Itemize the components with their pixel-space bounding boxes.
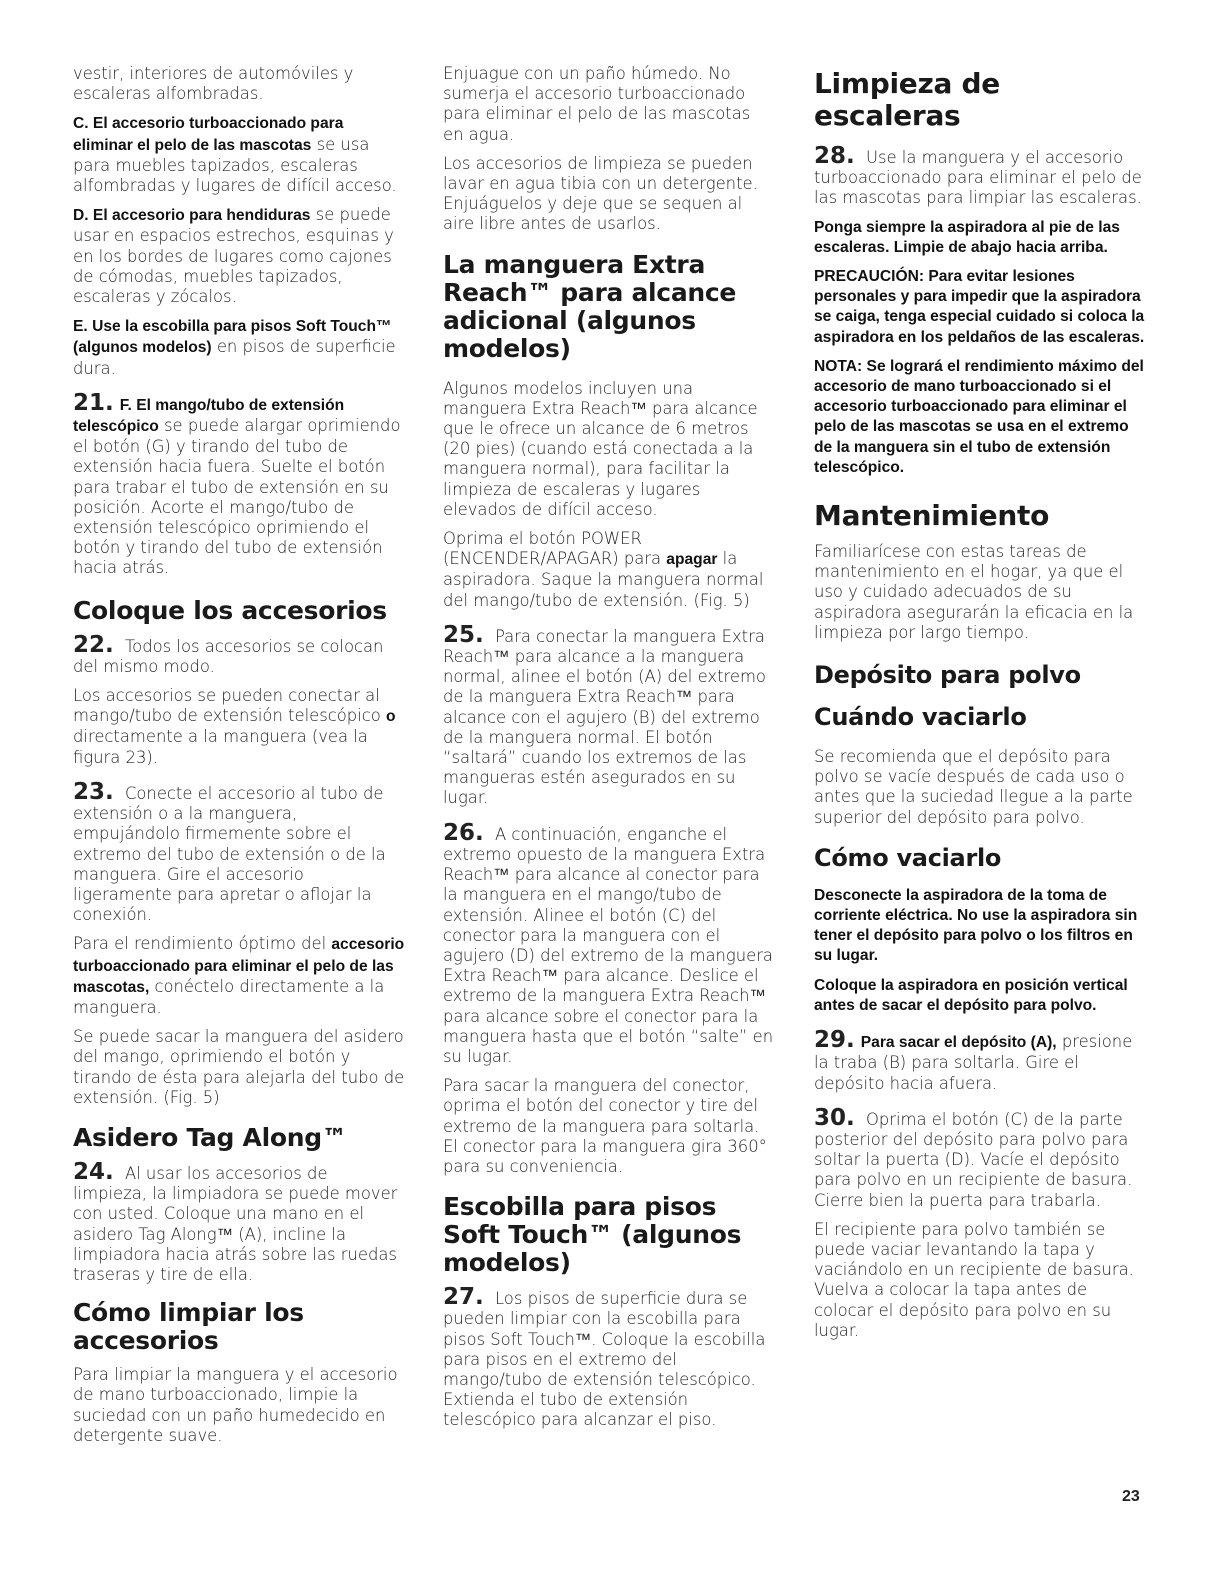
item-d-text: se puede usar en espacios estrechos, esquinas y en los bordes de lugares como cajones de cómodas, muebles tapizados, escaleras y zócalos. — [73, 205, 394, 307]
paragraph-power — [443, 529, 775, 611]
acc-text-a: Los accesorios se pueden conectar al mango/tubo de extensión telescópico — [73, 686, 386, 726]
step-28 — [814, 143, 1146, 209]
paragraph-modelos: Algunos modelos incluyen una manguera Extra Reach™ para alcance que le ofrece un alcance de 6 metros (20 pies) (cuando está conectada a la manguera normal), para facilitar la limpieza de escaleras y lugares elevados de difícil acceso. — [443, 378, 758, 519]
rend-text-a: Para el rendimiento óptimo del — [73, 934, 332, 954]
heading-como-vaciarlo: Cómo vaciarlo — [814, 843, 1002, 872]
step-27-number: 27. — [443, 1284, 484, 1311]
step-23-number: 23. — [73, 778, 114, 805]
step-21-text: se puede alargar oprimiendo el botón (G) y tirando del tubo de extensión hacia fuera. Suelte el botón para trabar el tubo de extensión en su posición. Acorte el mango/tubo de extensión telescópico oprimiendo el botón y tirando del tubo de extensión hacia atrás. — [73, 416, 401, 578]
column-3 — [814, 64, 1146, 1350]
heading-manguera-extra-reach: La manguera Extra Reach™ para alcance adicional (algunos modelos) — [443, 249, 737, 363]
power-bold: apagar — [666, 551, 718, 569]
paragraph-limpiar: Para limpiar la manguera y el accesorio de mano turboaccionado, limpie la suciedad con un paño humedecido en detergente suave. — [73, 1365, 398, 1445]
step-21 — [73, 389, 405, 579]
paragraph-recomienda: Se recomienda que el depósito para polvo se vacíe después de cada uso o antes que la suciedad llegue a la parte superior del depósito para polvo. — [814, 747, 1133, 827]
step-28-text: Use la manguera y el accesorio turboaccionado para eliminar el pelo de las mascotas para limpiar las escaleras. — [814, 148, 1142, 208]
step-24-number: 24. — [73, 1158, 114, 1185]
paragraph-recipiente: El recipiente para polvo también se puede vaciar levantando la tapa y vaciándolo en un recipiente de basura. Vuelva a colocar la tapa antes de colocar el depósito para polvo en su lugar. — [814, 1219, 1134, 1340]
step-25-number: 25. — [443, 621, 484, 648]
item-d-title: D. El accesorio para hendiduras — [73, 207, 311, 225]
rend-text-b: conéctelo directamente a la manguera. — [73, 976, 385, 1017]
paragraph-nota: NOTA: Se logrará el rendimiento máximo del accesorio de mano turboaccionado si el accesorio turboaccionado para eliminar el pelo de las mascotas se usa en el extremo de la manguera sin el tubo de extensión telescópico. — [814, 357, 1144, 476]
item-c-text: se usa para muebles tapizados, escaleras alfombradas y lugares de difícil acceso. — [73, 134, 397, 196]
heading-escobilla: Escobilla para pisos Soft Touch™ (algunos modelos) — [443, 1192, 742, 1278]
step-30-text: Oprima el botón (C) de la parte posterior del depósito para polvo para soltar la puerta (D). Vacíe el depósito para polvo en un recipiente de basura. Cierre bien la puerta para trabarla. — [814, 1109, 1133, 1210]
step-23-text: Conecte el accesorio al tubo de extensión o a la manguera, empujándolo firmemente sobre el extremo del tubo de extensión o de la manguera. Gire el accesorio ligeramente para apretar o aflojar la conexión. — [73, 783, 386, 925]
item-e-title: E. Use la escobilla para pisos Soft Touch™ (algunos modelos) — [73, 318, 392, 357]
heading-deposito: Depósito para polvo — [814, 661, 1081, 690]
paragraph-item-c — [73, 113, 405, 196]
step-22 — [73, 631, 405, 677]
step-30-number: 30. — [814, 1104, 855, 1131]
paragraph-enjuague: Enjuague con un paño húmedo. No sumerja el accesorio turboaccionado para eliminar el pelo de las mascotas en agua. — [443, 64, 751, 144]
rend-bold: accesorio turboaccionado para eliminar el pelo de las mascotas, — [73, 936, 405, 996]
acc-text-o: o — [386, 708, 396, 726]
step-29-title: Para sacar el depósito (A), — [860, 1034, 1057, 1052]
step-26-text: A continuación, enganche el extremo opuesto de la manguera Extra Reach™ para alcance al conector para la manguera en el mango/tubo de extensión. Alinee el botón (C) del conector para la manguera con el agujero (D) del extremo de la manguera Extra Reach™ para alcance. Deslice el extremo de la manguera Extra Reach™ para alcance sobre el conector para la manguera hasta que el botón “salte” en su lugar. — [443, 824, 774, 1066]
paragraph-ponga: Ponga siempre la aspiradora al pie de las escaleras. Limpie de abajo hacia arriba. — [814, 218, 1120, 256]
paragraph-item-e — [73, 316, 405, 379]
step-24-text: Al usar los accesorios de limpieza, la limpiadora se puede mover con usted. Coloque una mano en el asidero Tag Along™ (A), incline la limpiadora hacia atrás sobre las ruedas traseras y tire de ella. — [73, 1163, 398, 1284]
step-26 — [443, 819, 775, 1067]
step-29 — [814, 1027, 1146, 1094]
item-c-title: C. El accesorio turboaccionado para eliminar el pelo de las mascotas — [73, 115, 344, 154]
item-e-text: en pisos de superficie dura. — [73, 337, 396, 378]
paragraph-sacar-manguera: Se puede sacar la manguera del asidero del mango, oprimiendo el botón y tirando de ésta para alejarla del tubo de extensión. (Fig. 5) — [73, 1027, 405, 1107]
step-24 — [73, 1158, 405, 1285]
column-1 — [73, 64, 405, 1455]
step-22-number: 22. — [73, 631, 114, 658]
step-27 — [443, 1284, 775, 1430]
step-22-text: Todos los accesorios se colocan del mismo modo. — [73, 636, 384, 676]
paragraph-desconecte: Desconecte la aspiradora de la toma de corriente eléctrica. No use la aspiradora sin tener el depósito para polvo o los filtros en su lugar. — [814, 886, 1138, 965]
paragraph-accesorios-conectar — [73, 686, 405, 768]
step-25 — [443, 621, 775, 809]
paragraph-lavar: Los accesorios de limpieza se pueden lavar en agua tibia con un detergente. Enjuáguelos y deje que se sequen al aire libre antes de usarlos. — [443, 153, 758, 234]
heading-limpieza-escaleras: Limpieza de escaleras — [814, 67, 1000, 132]
power-text-b: la aspiradora. Saque la manguera normal del mango/tubo de extensión. (Fig. 5) — [443, 549, 764, 610]
paragraph-rendimiento — [73, 934, 405, 1018]
column-2 — [443, 64, 775, 1440]
step-28-number: 28. — [814, 143, 855, 169]
page-number: 23 — [1122, 1488, 1140, 1505]
step-25-text: Para conectar la manguera Extra Reach™ para alcance a la manguera normal, alinee el botón (A) del extremo de la manguera Extra Reach™ para alcance con el agujero (B) del extremo de la manguera normal. El botón “saltará” cuando los extremos de las mangueras estén asegurados en su lugar. — [443, 626, 766, 808]
paragraph-sacar-conector: Para sacar la manguera del conector, oprima el botón del conector y tire del extremo de la manguera para soltarla. El conector para la manguera gira 360° para su conveniencia. — [443, 1076, 767, 1176]
step-21-title: F. El mango/tubo de extensión telescópico — [73, 396, 345, 436]
paragraph-item-d — [73, 205, 405, 307]
heading-como-limpiar: Cómo limpiar los accesorios — [73, 1298, 304, 1356]
step-23 — [73, 778, 405, 925]
paragraph-coloque-vertical: Coloque la aspiradora en posición vertical antes de sacar el depósito para polvo. — [814, 976, 1128, 1014]
heading-asidero: Asidero Tag Along™ — [73, 1122, 347, 1152]
paragraph-familiar: Familiarícese con estas tareas de mantenimiento en el hogar, ya que el uso y cuidado adecuados de su aspiradora asegurarán la eficacia en la limpieza por largo tiempo. — [814, 542, 1134, 642]
heading-cuando-vaciarlo: Cuándo vaciarlo — [814, 703, 1027, 732]
step-21-number: 21. — [73, 389, 114, 416]
acc-text-b: directamente a la manguera (vea la figura 23). — [73, 727, 368, 767]
step-29-number: 29. — [814, 1027, 855, 1054]
paragraph-precaucion: PRECAUCIÓN: Para evitar lesiones personales y para impedir que la aspiradora se caiga, tenga especial cuidado si coloca la aspiradora en los peldaños de las escaleras. — [814, 268, 1145, 346]
heading-mantenimiento: Mantenimiento — [814, 499, 1050, 533]
step-29-text: presione la traba (B) para soltarla. Gire el depósito hacia afuera. — [814, 1032, 1133, 1093]
step-27-text: Los pisos de superficie dura se pueden limpiar con la escobilla para pisos Soft Touch™. Coloque la escobilla para pisos en el extremo del mango/tubo de extensión telescópico. Extienda el tubo de extensión telescópico para alcanzar el piso. — [443, 1289, 766, 1430]
paragraph-intro: vestir, interiores de automóviles y escaleras alfombradas. — [73, 64, 354, 104]
power-text-a: Oprima el botón POWER (ENCENDER/APAGAR) para — [443, 529, 667, 569]
step-30 — [814, 1104, 1146, 1211]
heading-coloque-accesorios: Coloque los accesorios — [73, 595, 387, 625]
step-26-number: 26. — [443, 819, 484, 846]
